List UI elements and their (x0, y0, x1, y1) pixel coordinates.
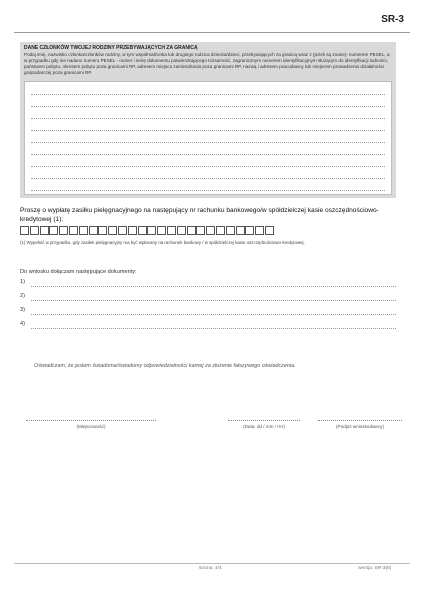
writing-line (31, 190, 385, 191)
signature-label: (Podpis wnioskodawcy) (336, 424, 384, 429)
attachment-row[interactable] (20, 307, 396, 315)
attachment-line[interactable] (31, 314, 396, 315)
attachment-row[interactable] (20, 279, 396, 287)
account-digit-box[interactable] (138, 226, 147, 235)
signature-field[interactable] (318, 420, 402, 421)
account-digit-box[interactable] (118, 226, 127, 235)
bank-account-title: Proszę o wypłatę zasiłku pielęgnacyjnego na następujący nr rachunku bankowego/w spółdzielczej kasie oszczędnościowo-kredytowej (1): (20, 207, 379, 223)
family-section-description: Podaj imię, nazwisko członka/członków rodziny, w tym współmałżonka lub drugiego rodzica dziecka/dzieci, przebywających za granicą wraz z (jeżeli są znane): numerem PESEL, a w przypadku gdy nie nadano numeru PESEL - numer i serię dokumentu potwierdzającego tożsamość, zagranicznym numerem identyfikacyjnym służącym do identyfikacji ludności, państwem pobytu, okresem pobytu poza granicami RP, adresem miejsca zamieszkania poza granicami RP, nazwą i adresem pracodawcy lub miejscem prowadzenia działalności gospodarczej poza granicami RP. (24, 52, 390, 75)
account-digit-box[interactable] (226, 226, 235, 235)
place-field[interactable] (26, 420, 156, 421)
writing-line (31, 94, 385, 95)
date-label: (Data: dd / mm / rrrr) (243, 424, 285, 429)
attachment-line[interactable] (31, 286, 396, 287)
account-digit-box[interactable] (157, 226, 166, 235)
place-label: (Miejscowość) (76, 424, 106, 429)
account-digit-box[interactable] (89, 226, 98, 235)
attachment-line[interactable] (31, 328, 396, 329)
bank-account-number-input[interactable] (20, 226, 275, 235)
account-digit-box[interactable] (98, 226, 107, 235)
family-abroad-section (20, 42, 396, 198)
writing-line (31, 130, 385, 131)
account-digit-box[interactable] (30, 226, 39, 235)
form-code: SR-3 (381, 14, 404, 25)
account-digit-box[interactable] (255, 226, 264, 235)
writing-line (31, 154, 385, 155)
date-field[interactable] (228, 420, 300, 421)
writing-line (31, 166, 385, 167)
account-digit-box[interactable] (216, 226, 225, 235)
account-digit-box[interactable] (265, 226, 274, 235)
writing-line (31, 178, 385, 179)
account-digit-box[interactable] (147, 226, 156, 235)
account-digit-box[interactable] (187, 226, 196, 235)
attachment-row[interactable] (20, 293, 396, 301)
account-digit-box[interactable] (128, 226, 137, 235)
attachment-number: 4) (20, 321, 25, 327)
writing-line (31, 106, 385, 107)
form-version: wersja: SR-3(6) (358, 566, 392, 571)
account-digit-box[interactable] (236, 226, 245, 235)
bank-account-note: (1) Wypełnić w przypadku, gdy zasiłek pielęgnacyjny ma być wpłacany na rachunek bankowy / w spółdzielczej kasie oszczędnościowo-kredytowej. (20, 240, 305, 245)
attachment-row[interactable] (20, 321, 396, 329)
page-number: strona: 4/4 (199, 566, 222, 571)
declaration-text: Oświadczam, że jestem świadoma/świadomy odpowiedzialności karnej za złożenie fałszywego oświadczenia. (34, 363, 296, 369)
account-digit-box[interactable] (20, 226, 29, 235)
account-digit-box[interactable] (245, 226, 254, 235)
family-data-textarea[interactable] (24, 81, 392, 195)
writing-line (31, 118, 385, 119)
attachment-number: 2) (20, 293, 25, 299)
account-digit-box[interactable] (69, 226, 78, 235)
account-digit-box[interactable] (206, 226, 215, 235)
account-digit-box[interactable] (108, 226, 117, 235)
account-digit-box[interactable] (196, 226, 205, 235)
attachment-number: 3) (20, 307, 25, 313)
header-rule (14, 32, 410, 33)
footer-rule (14, 563, 410, 564)
account-digit-box[interactable] (177, 226, 186, 235)
attachment-number: 1) (20, 279, 25, 285)
account-digit-box[interactable] (167, 226, 176, 235)
account-digit-box[interactable] (40, 226, 49, 235)
attachments-title: Do wniosku dołączam następujące dokumenty: (20, 269, 137, 275)
writing-line (31, 142, 385, 143)
account-digit-box[interactable] (49, 226, 58, 235)
family-section-title: DANE CZŁONKÓW TWOJEJ RODZINY PRZEBYWAJĄCYCH ZA GRANICĄ (24, 45, 198, 51)
account-digit-box[interactable] (79, 226, 88, 235)
attachment-line[interactable] (31, 300, 396, 301)
account-digit-box[interactable] (59, 226, 68, 235)
